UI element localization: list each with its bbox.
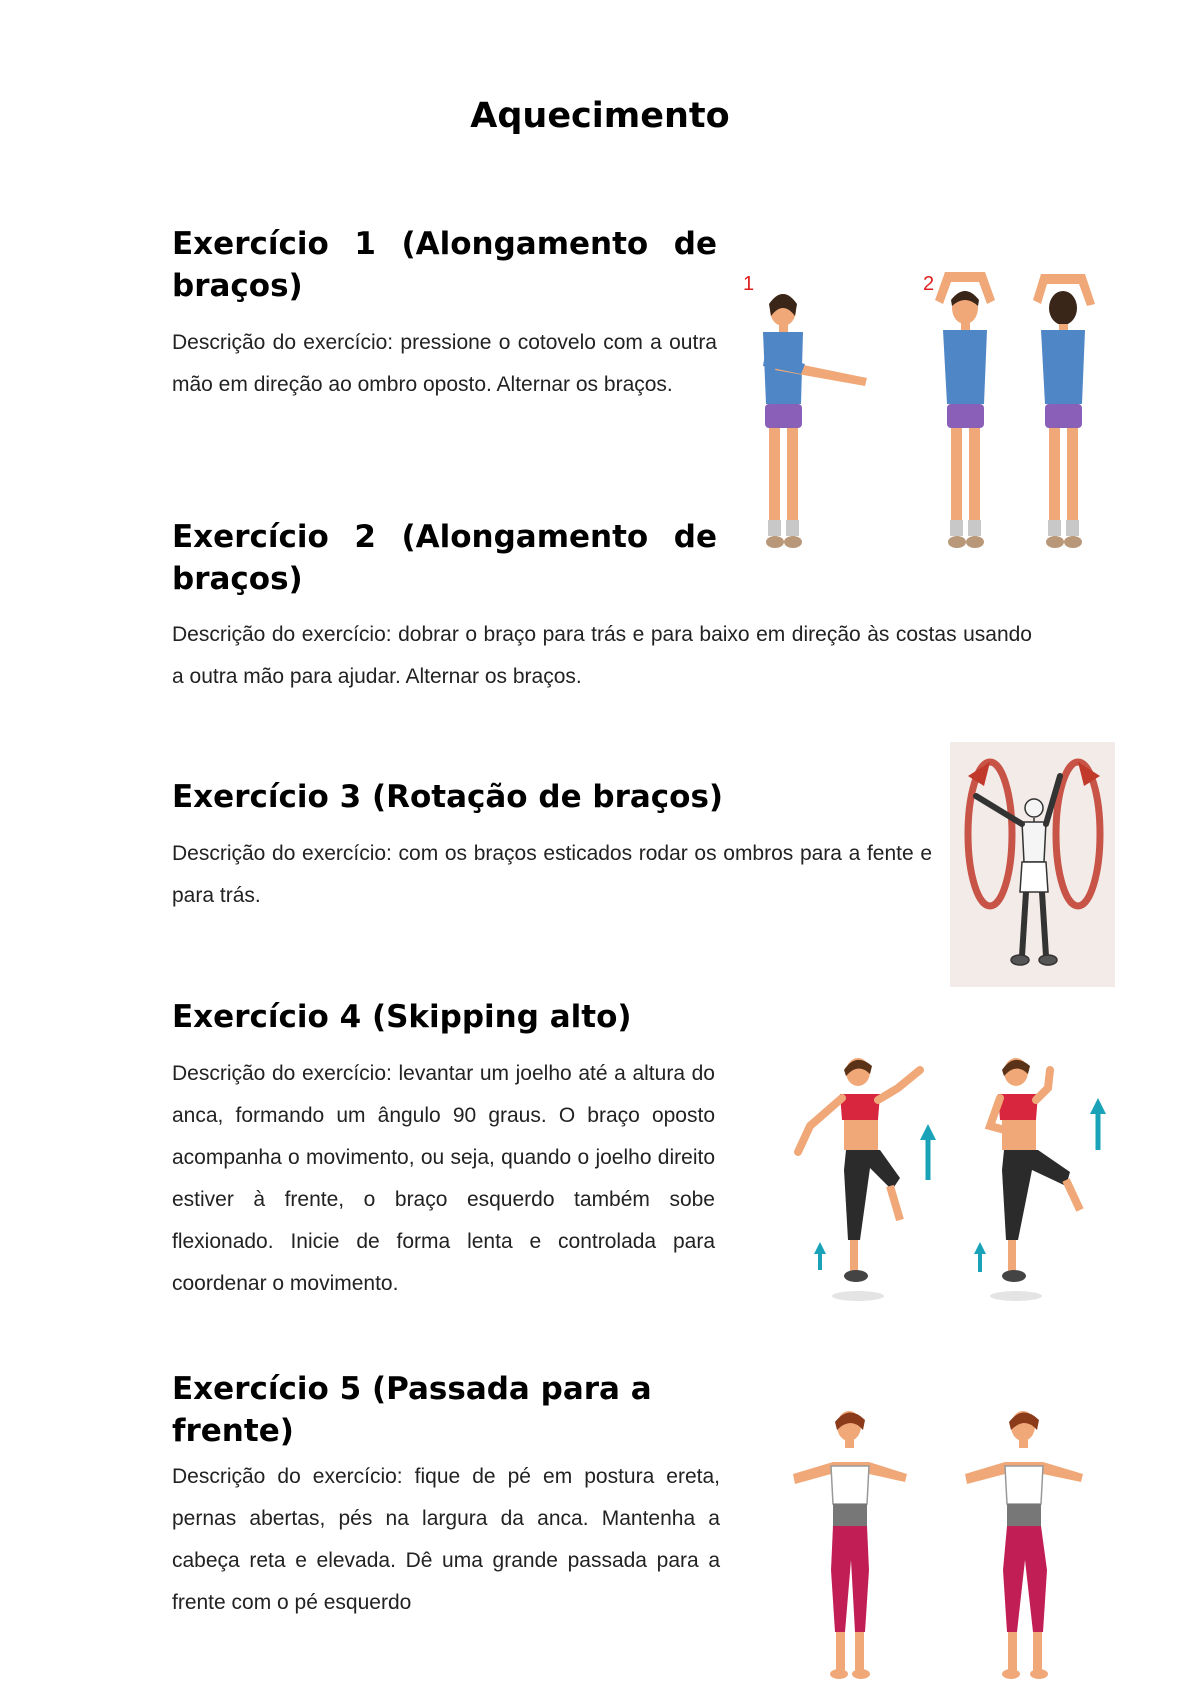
exercise-5-heading: Exercício 5 (Passada para a frente) <box>172 1371 652 1449</box>
exercise-1-description: Descrição do exercício: pressione o cotovelo com a outra mão em direção ao ombro oposto. Alternar os braços. <box>172 331 717 396</box>
exercise-5-description: Descrição do exercício: fique de pé em postura ereta, pernas abertas, pés na largura da anca. Mantenha a cabeça reta e elevada. Dê uma grande passada para a frente com o pé esquerdo <box>172 1465 720 1614</box>
step-1-label: 1 <box>743 273 755 295</box>
figure-lunge-front <box>793 1411 907 1679</box>
exercise-3-description: Descrição do exercício: com os braços esticados rodar os ombros para a fente e para trás. <box>172 842 932 907</box>
arm-rotation-illustration <box>950 742 1115 987</box>
lunge-illustration <box>785 1400 1115 1698</box>
exercise-2-description: Descrição do exercício: dobrar o braço para trás e para baixo em direção às costas usando a outra mão para ajudar. Alternar os braços. <box>172 623 1032 688</box>
exercise-4-description: Descrição do exercício: levantar um joelho até a altura do anca, formando um ângulo 90 graus. O braço oposto acompanha o movimento, ou seja, quando o joelho direito estiver à frente, o braço esquerdo também sobe flexionado. Inicie de forma lenta e controlada para coordenar o movimento. <box>172 1062 715 1295</box>
skipping-illustration <box>780 1050 1110 1305</box>
exercise-3-heading: Exercício 3 (Rotação de braços) <box>172 779 724 815</box>
page-title: Aquecimento <box>470 96 730 136</box>
rotation-arrow-left <box>968 762 1012 906</box>
rotation-arrow-right <box>1056 762 1100 906</box>
figure-skipping-right <box>990 1058 1080 1301</box>
exercise-4-heading: Exercício 4 (Skipping alto) <box>172 999 632 1035</box>
figure-arm-rotation <box>976 776 1060 965</box>
figure-cross-arm-stretch <box>763 294 867 548</box>
figure-overhead-stretch-back <box>1033 274 1095 548</box>
arm-stretch-illustration <box>735 270 1120 570</box>
exercise-1-heading: Exercício 1 (Alongamento de braços) <box>172 226 717 304</box>
figure-lunge-side <box>965 1411 1083 1679</box>
figure-overhead-stretch-front <box>935 272 995 548</box>
exercise-2-heading: Exercício 2 (Alongamento de braços) <box>172 519 717 597</box>
figure-skipping-left <box>798 1058 920 1301</box>
step-2-label: 2 <box>923 273 935 295</box>
